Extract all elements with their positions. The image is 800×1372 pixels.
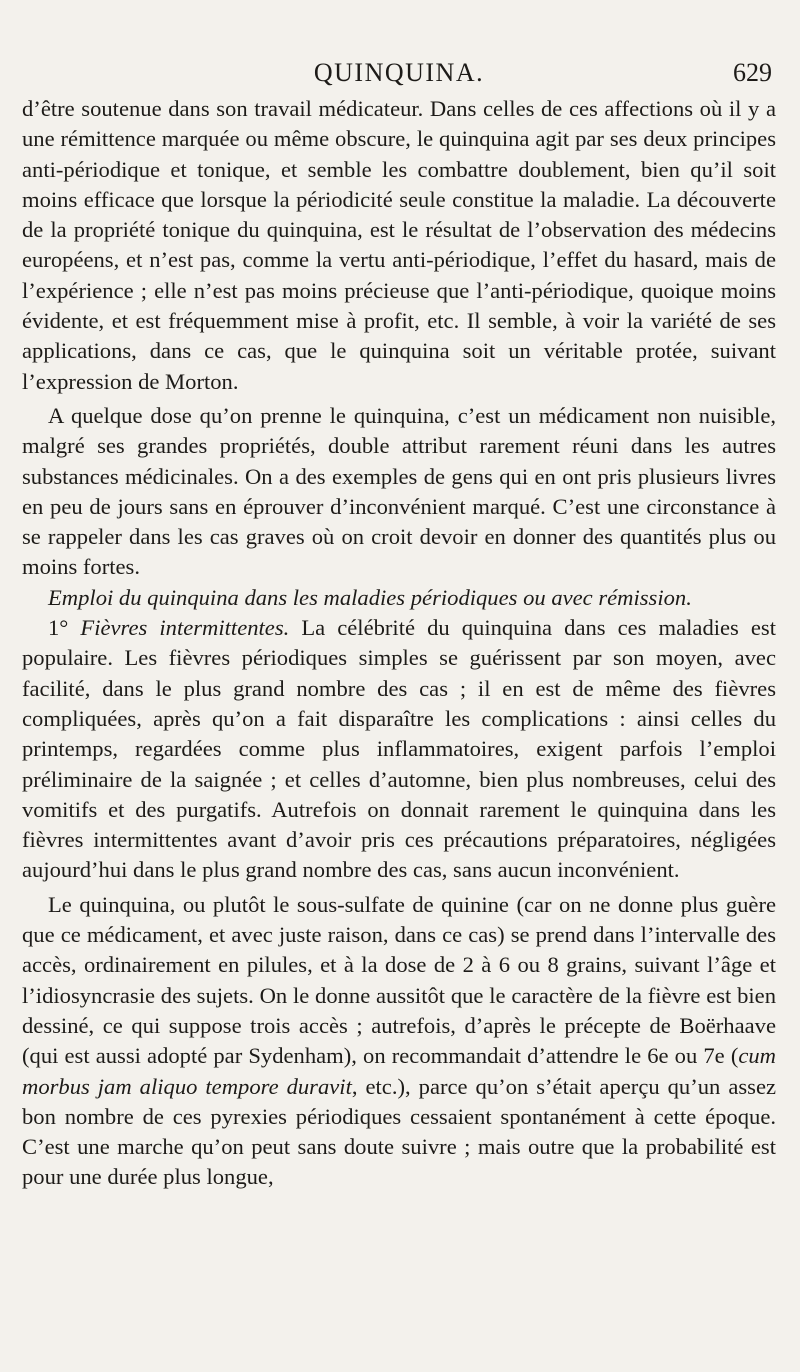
body-text bbox=[22, 94, 776, 1193]
section-heading: Emploi du quinquina dans les maladies périodiques ou avec rémission. bbox=[48, 584, 692, 610]
dosage-text-a: Le quinquina, ou plutôt le sous-sulfate de quinine (car on ne donne plus guère que ce médicament, et avec juste raison, dans ce cas) se prend dans l’intervalle des accès, ordinairement en pilules, et à la dose de 2 à 6 ou 8 grains, suivant l’âge et l’idiosyncrasie des sujets. On le donne aussitôt que le caractère de la fièvre est bien dessiné, ce qui suppose trois accès ; autrefois, d’après le précepte de Boërhaave (qui est aussi adopté par Sydenham), on recommandait d’attendre le 6e ou 7e ( bbox=[22, 891, 776, 1069]
page-number: 629 bbox=[733, 58, 772, 87]
page-title: QUINQUINA. bbox=[313, 58, 485, 87]
item-text: La célébrité du quinquina dans ces maladies est populaire. Les fièvres périodiques simples se guérissent par son moyen, avec facilité, dans le plus grand nombre des cas ; il en est de même des fièvres compliquées, après qu’on a fait disparaître les complications : ainsi celles du printemps, regardées comme plus inflammatoires, exigent parfois l’emploi préliminaire de la saignée ; et celles d’automne, bien plus nombreuses, celui des vomitifs et des purgatifs. Autrefois on donnait rarement le quinquina dans les fièvres intermittentes avant d’avoir pris ces précautions préparatoires, négligées aujourd’hui dans le plus grand nombre des cas, sans aucun inconvénient. bbox=[22, 615, 776, 883]
paragraph-1: d’être soutenue dans son travail médicateur. Dans celles de ces affections où il y a une rémittence marquée ou même obscure, le quinquina agit par ses deux principes anti-périodique et tonique, et semble les combattre doublement, bien qu’il soit moins efficace que lorsque la périodicité seule constitue la maladie. La découverte de la propriété tonique du quinquina, est le résultat de l’observation des médecins européens, et n’est pas, comme la vertu anti-périodique, l’effet du hasard, mais de l’expérience ; elle n’est pas moins précieuse que l’anti-périodique, quoique moins évidente, et est fréquemment mise à profit, etc. Il semble, à voir la variété de ses applications, dans ce cas, que le quinquina soit un véritable protée, suivant l’expression de Morton. bbox=[22, 96, 776, 394]
item-number: 1° bbox=[48, 615, 69, 641]
dosage-text-b: , etc.), parce qu’on s’était aperçu qu’un assez bon nombre de ces pyrexies périodiques cessaient spontanément à cette époque. C’est une marche qu’on peut sans doute suivre ; mais outre que la probabilité est pour une durée plus longue, bbox=[22, 1073, 777, 1190]
item-lead: Fièvres intermittentes. bbox=[80, 615, 290, 641]
latin-quote: cum morbus jam aliquo tempore duravit bbox=[22, 1043, 776, 1099]
paragraph-2: A quelque dose qu’on prenne le quinquina, c’est un médicament non nuisible, malgré ses grandes propriétés, double attribut rarement réuni dans les autres substances médicinales. On a des exemples de gens qui en ont pris plusieurs livres en peu de jours sans en éprouver d’inconvénient marqué. C’est une circonstance à se rappeler dans les cas graves où on croit devoir en donner des quantités plus ou moins fortes. bbox=[22, 402, 776, 580]
paragraph-dosage bbox=[22, 890, 776, 1193]
paragraph-fevers bbox=[22, 613, 776, 886]
running-head bbox=[22, 58, 776, 94]
